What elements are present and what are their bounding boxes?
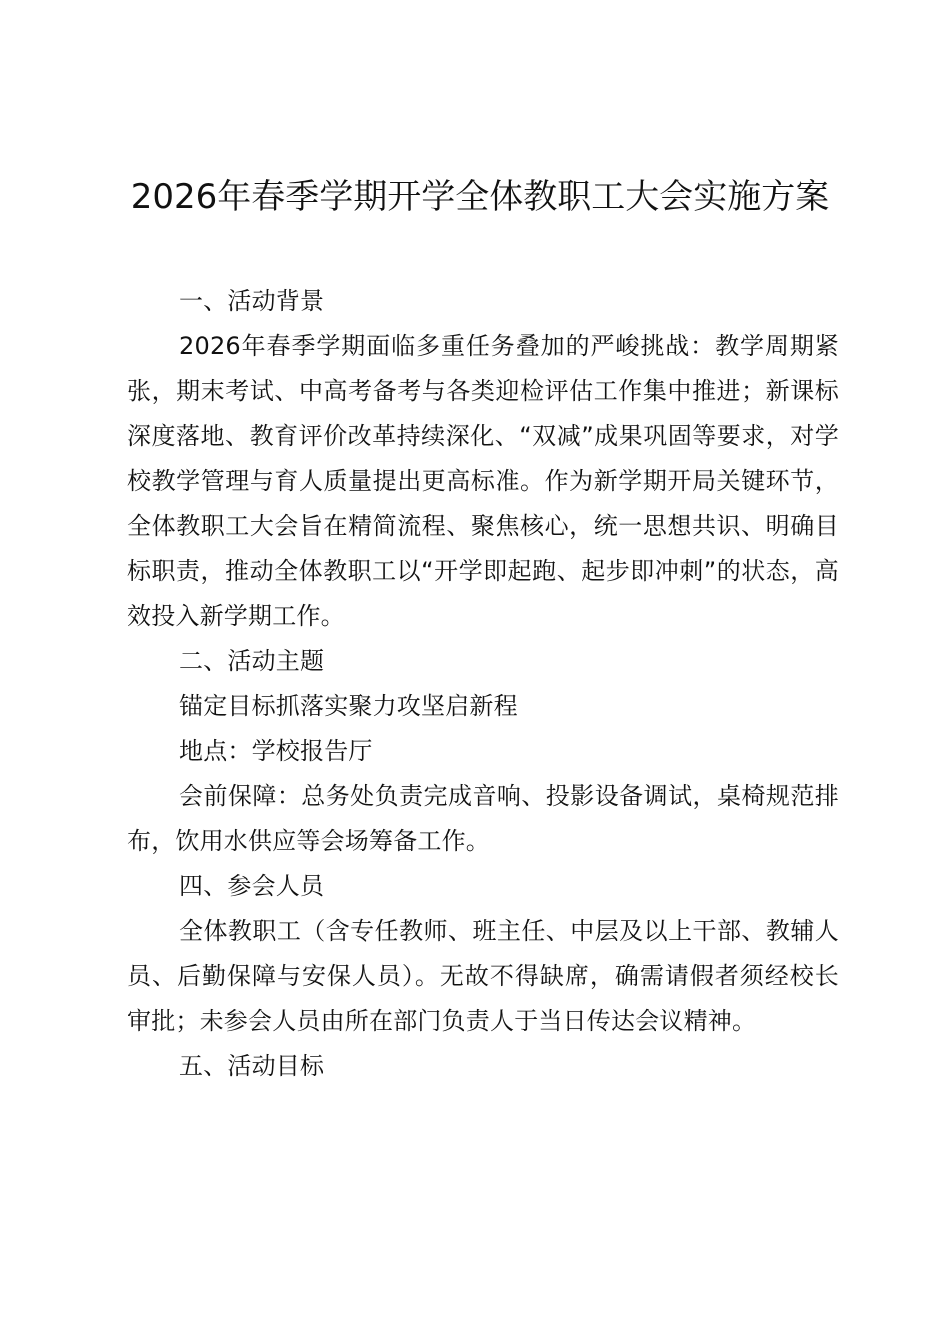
document-body <box>127 279 839 1089</box>
section-heading-theme: 二、活动主题 <box>179 647 325 675</box>
preparation-text: 会前保障：总务处负责完成音响、投影设备调试，桌椅规范排布，饮用水供应等会场筹备工作。 <box>127 782 839 855</box>
section-heading-goals: 五、活动目标 <box>179 1052 325 1080</box>
attendees-paragraph: 全体教职工（含专任教师、班主任、中层及以上干部、教辅人员、后勤保障与安保人员）。无故不得缺席，确需请假者须经校长审批；未参会人员由所在部门负责人于当日传达会议精神。 <box>127 917 839 1035</box>
theme-text: 锚定目标抓落实聚力攻坚启新程 <box>179 692 518 720</box>
document-title: 2026年春季学期开学全体教职工大会实施方案 <box>130 177 830 217</box>
background-paragraph: 2026年春季学期面临多重任务叠加的严峻挑战：教学周期紧张，期末考试、中高考备考与各类迎检评估工作集中推进；新课标深度落地、教育评价改革持续深化、“双减”成果巩固等要求，对学校教学管理与育人质量提出更高标准。作为新学期开局关键环节，全体教职工大会旨在精简流程、聚焦核心，统一思想共识、明确目标职责，推动全体教职工以“开学即起跑、起步即冲刺”的状态，高效投入新学期工作。 <box>127 332 839 630</box>
section-heading-attendees: 四、参会人员 <box>179 872 325 900</box>
section-heading-background: 一、活动背景 <box>179 287 325 315</box>
location-text: 地点：学校报告厅 <box>179 737 373 765</box>
